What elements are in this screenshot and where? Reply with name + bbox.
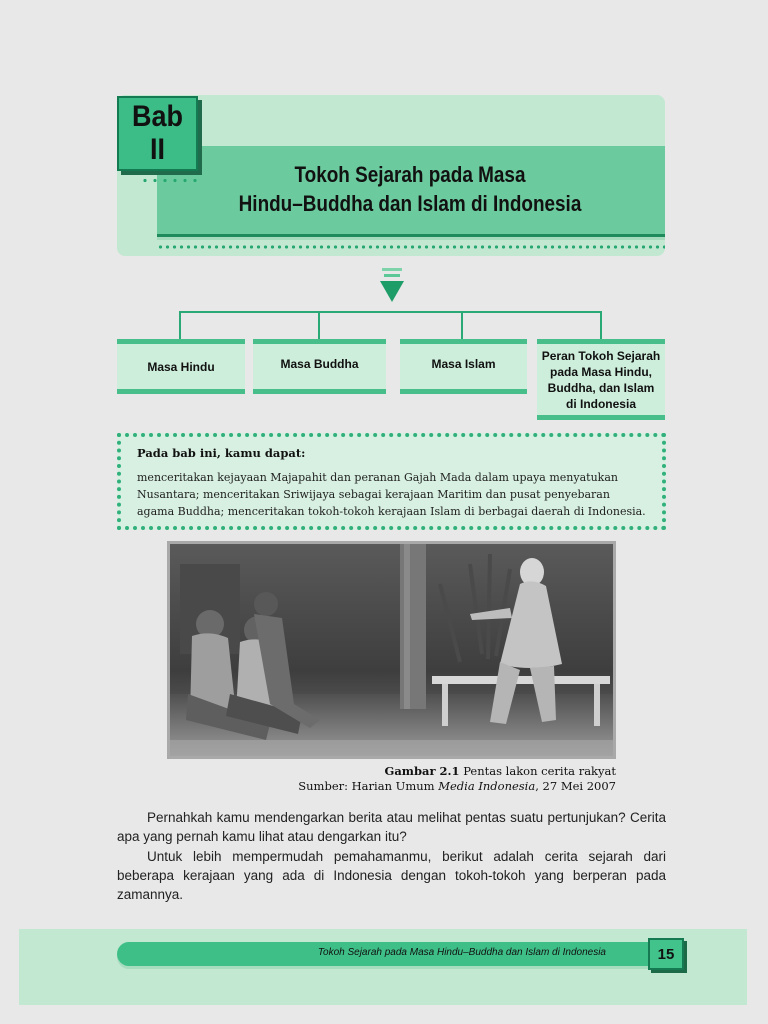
- concept-map-branch: [461, 311, 463, 339]
- body-paragraph: Pernahkah kamu mendengarkan berita atau melihat pentas suatu pertunjukan? Cerita apa yang pernah kamu lihat atau dengarkan itu?: [117, 810, 666, 844]
- topic-label: Masa Buddha: [280, 357, 359, 371]
- topic-label: Masa Islam: [431, 357, 496, 371]
- concept-map-branch: [600, 311, 602, 339]
- performance-photo-image: [170, 544, 613, 756]
- topic-label: Peran Tokoh Sejarah pada Masa Hindu, Buddha, dan Islam di Indonesia: [541, 348, 661, 411]
- topic-peran-tokoh: [537, 339, 665, 420]
- concept-map-branch: [179, 311, 181, 339]
- topic-label: Masa Hindu: [147, 359, 215, 374]
- chapter-title-line1: Tokoh Sejarah pada Masa: [294, 162, 526, 187]
- topic-masa-buddha: [253, 339, 386, 394]
- figure-source-line: [156, 779, 616, 794]
- body-paragraph: Untuk lebih mempermudah pemahamanmu, berikut adalah cerita sejarah dari beberapa kerajaan yang ada di Indonesia dengan tokoh-tokoh yang berperan pada zamannya.: [117, 849, 666, 902]
- figure-source-date: , 27 Mei 2007: [535, 779, 616, 793]
- topic-masa-islam: [400, 339, 527, 394]
- chapter-number: II: [149, 133, 165, 166]
- figure-caption-line: [156, 764, 616, 779]
- chapter-label: Bab: [131, 100, 184, 133]
- figure-photo: [167, 541, 616, 759]
- figure-source-prefix: Sumber: Harian Umum: [298, 779, 435, 793]
- figure-description: Pentas lakon cerita rakyat: [463, 764, 616, 778]
- arrow-down-icon: [379, 268, 405, 304]
- concept-map-connector: [179, 311, 602, 313]
- page-number: 15: [648, 938, 684, 970]
- chapter-title-line2: Hindu–Buddha dan Islam di Indonesia: [238, 191, 582, 216]
- footer-panel: [19, 929, 747, 1005]
- objectives-heading: Pada bab ini, kamu dapat:: [137, 446, 306, 460]
- footer-running-title: Tokoh Sejarah pada Masa Hindu–Buddha dan Islam di Indonesia: [317, 947, 606, 958]
- figure-caption: [156, 764, 616, 794]
- figure-source-name: Media Indonesia: [438, 779, 536, 793]
- chapter-title: [160, 160, 660, 218]
- learning-objectives-box: [117, 433, 666, 530]
- objectives-text: menceritakan kejayaan Majapahit dan peranan Gajah Mada dalam upaya menyatukan Nusantara; menceritakan Sriwijaya sebagai kerajaan Maritim dan pusat penyebaran agama Buddha; menceritakan tokoh-tokoh kerajaan Islam di berbagai daerah di Indonesia.: [137, 471, 646, 518]
- decorative-dots-row: [157, 244, 665, 250]
- figure-label: Gambar 2.1: [384, 764, 460, 778]
- body-text: [117, 808, 666, 905]
- concept-map-branch: [318, 311, 320, 339]
- topic-masa-hindu: [117, 339, 245, 394]
